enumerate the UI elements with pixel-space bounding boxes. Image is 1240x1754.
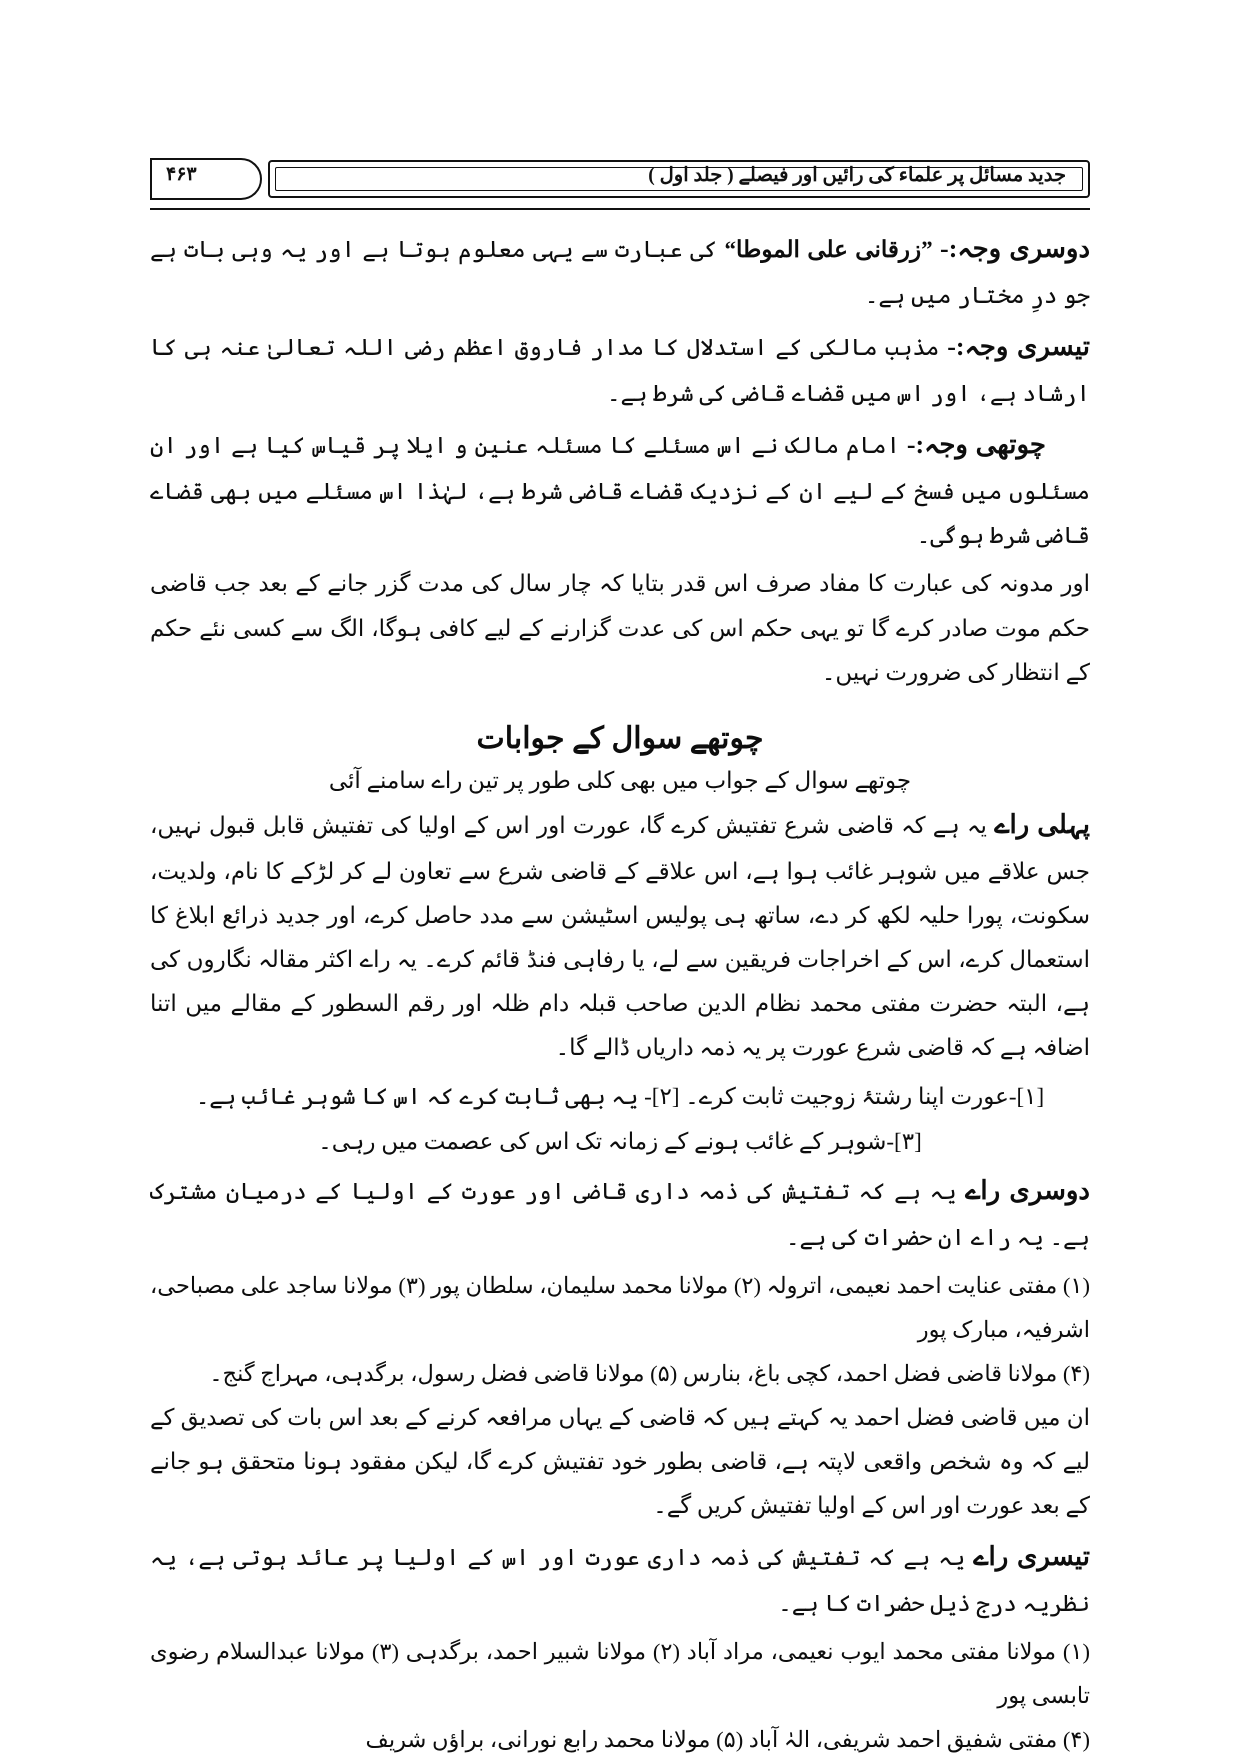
reason-two-label: دوسری وجہ:- [940, 234, 1091, 263]
paragraph-reason-two [150, 224, 1090, 318]
paragraph-opinion-one [150, 800, 1090, 1071]
reason-four-text: امام مالک نے اس مسئلے کا مسئلہ عنین و ایلا پر قیاس کیا ہے اور ان مسئلوں میں فسخ کے لیے ان کے نزدیک قضاے قاضی شرط ہے، لہٰذا اس مسئلے میں بھی قضاے قاضی شرط ہوگی۔ [150, 433, 1090, 549]
paragraph-reason-four [150, 420, 1090, 558]
reason-three-label: تیسری وجہ:- [947, 332, 1091, 362]
duty-line-2: [۳]-شوہر کے غائب ہونے کے زمانہ تک اس کی عصمت میں رہی۔ [318, 1129, 922, 1155]
header-divider [150, 208, 1090, 210]
paragraph-opinion-three [150, 1532, 1090, 1626]
reason-two-quote: ”زرقانی علی الموطا“ [724, 237, 933, 262]
page-number: ۴۶۳ [166, 164, 197, 185]
section-heading-fourth-question: چوتھے سوال کے جوابات [476, 721, 764, 755]
page-header [150, 150, 1090, 216]
opinion-two-text: یہ ہے کہ تفتیش کی ذمہ داری قاضی اور عورت کے اولیا کے درمیان مشترک ہے۔ یہ راے ان حضرات کی ہے۔ [150, 1178, 1090, 1250]
opinion-two-names-line-2: (۴) مولانا قاضی فضل احمد، کچی باغ، بنارس (۵) مولانا قاضی فضل رسول، برگدہی، مہراج گنج۔ [209, 1360, 1090, 1386]
paragraph-opinion-two-note: ان میں قاضی فضل احمد یہ کہتے ہیں کہ قاضی کے یہاں مرافعہ کرنے کے بعد اس بات کی تصدیق کے لیے کہ وہ شخص واقعی لاپتہ ہے، قاضی بطور خود تفتیش کرے گا، لیکن مفقود ہونا متحقق ہو جانے کے بعد عورت اور اس کے اولیا تفتیش کریں گے۔ [150, 1404, 1090, 1518]
reason-four-label: چوتھی وجہ:- [906, 430, 1047, 460]
paragraph-reason-three [150, 322, 1090, 416]
opinion-three-names-line-2: (۴) مفتی شفیق احمد شریفی، الہٰ آباد (۵) مولانا محمد رابع نورانی، براؤں شریف [365, 1726, 1090, 1752]
opinion-one-text: یہ ہے کہ قاضی شرع تفتیش کرے گا، عورت اور اس کے اولیا کی تفتیش قابل قبول نہیں، جس علاقے میں شوہر غائب ہوا ہے، اس علاقے کے قاضی شرع سے تعاون لے کر لڑکے کا نام، ولدیت، سکونت، پورا حلیہ لکھ کر دے، ساتھ ہی پولیس اسٹیشن سے مدد حاصل کرے، اور جدید ذرائع ابلاغ کا استعمال کرے، اس کے اخراجات فریقین سے لے، یا رفاہی فنڈ قائم کرے۔ یہ راے اکثر مقالہ نگاروں کی ہے، البتہ حضرت مفتی محمد نظام الدین صاحب قبلہ دام ظلہ اور رقم السطور کے مقالے میں اتنا اضافہ ہے کہ قاضی شرع عورت پر یہ ذمہ داریاں ڈالے گا۔ [150, 812, 1090, 1061]
reason-two-text: کی عبارت سے یہی معلوم ہوتا ہے اور یہ وہی بات ہے جو درِ مختار میں ہے۔ [150, 237, 1090, 308]
paragraph-mudawwana: اور مدونہ کی عبارت کا مفاد صرف اس قدر بتایا کہ چار سال کی مدت گزر جانے کے بعد جب قاضی حکم موت صادر کرے گا تو یہی حکم اس کی عدت گزارنے کے لیے کافی ہوگا، الگ سے کسی نئے حکم کے انتظار کی ضرورت نہیں۔ [150, 571, 1090, 685]
opinion-three-text: یہ ہے کہ تفتیش کی ذمہ داری عورت اور اس کے اولیا پر عائد ہوتی ہے، یہ نظریہ درج ذیل حضرات کا ہے۔ [150, 1545, 1090, 1616]
opinion-two-label: دوسری راے [965, 1175, 1091, 1205]
opinion-two-names-line-1: (۱) مفتی عنایت احمد نعیمی، اترولہ (۲) مولانا محمد سلیمان، سلطان پور (۳) مولانا ساجد علی مصباحی، اشرفیہ، مبارک پور [150, 1272, 1090, 1342]
page-sheet [150, 150, 1091, 1752]
opinion-one-label: پہلی راے [994, 809, 1090, 839]
reason-three-text: مذہب مالکی کے استدلال کا مدار فاروق اعظم رضی اللہ تعالیٰ عنہ ہی کا ارشاد ہے، اور اس میں قضاے قاضی کی شرط ہے۔ [150, 335, 1090, 406]
paragraph-opinion-two [150, 1166, 1090, 1260]
duty-line-1: [۱]-عورت اپنا رشتۂ زوجیت ثابت کرے۔ [۲]- یہ بھی ثابت کرے کہ اس کا شوہر غائب ہے۔ [195, 1083, 1045, 1109]
opinion-three-label: تیسری راے [973, 1542, 1090, 1572]
book-title: جدید مسائل پر علماء کی رائیں اور فیصلے ( جلد اول ) [648, 165, 1066, 186]
section-intro: چوتھے سوال کے جواب میں بھی کلی طور پر تین راے سامنے آئی [328, 767, 912, 793]
opinion-three-names-line-1: (۱) مولانا مفتی محمد ایوب نعیمی، مراد آباد (۲) مولانا شبیر احمد، برگدہی (۳) مولانا عبدالسلام رضوی تابسی پور [150, 1639, 1090, 1708]
page-body [150, 224, 1090, 1754]
